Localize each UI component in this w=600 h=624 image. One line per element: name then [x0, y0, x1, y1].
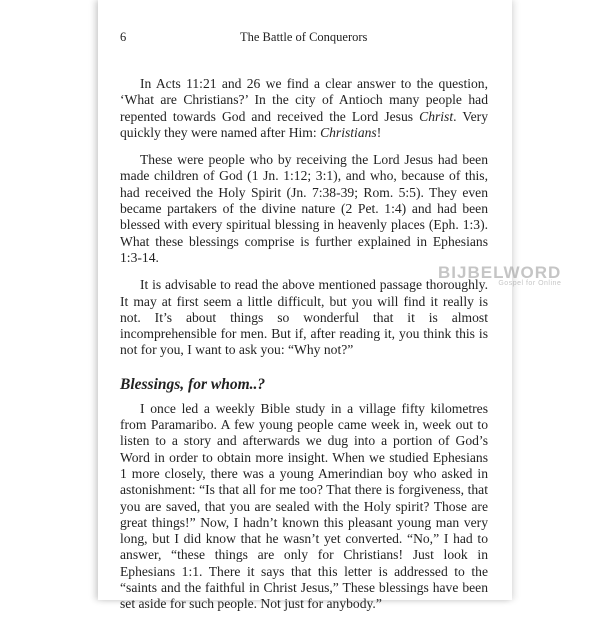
running-title: The Battle of Conquerors [240, 30, 368, 44]
running-header [120, 30, 488, 45]
section-heading: Blessings, for whom..? [120, 375, 266, 393]
paragraph: It is advisable to read the above mentioned passage thoroughly. It may at first seem a little difficult, but you will find it really is not. It’s about things so wonderful that it is almost incomprehensible for men. But if, after reading it, you think this is not for you, I want to ask you: “Why not?” [120, 277, 488, 358]
page-number: 6 [120, 30, 127, 44]
watermark-logo: BIJBELWORD Gospel for Online [438, 263, 562, 287]
paragraph: I once led a weekly Bible study in a village fifty kilometres from Paramaribo. A few young people came week in, week out to listen to a story and afterwards we dug into a portion of God’s Word in order to obtain more insight. When we studied Ephesians 1 more closely, there was a young Amerindian boy who asked in astonishment: “Is that all for me too? That there is forgiveness, that you are saved, that you are sealed with the Holy spirit? Those are great things!” Now, I hadn’t known this pleasant young man very long, but I did know that he wasn’t yet converted. “No,” I had to answer, “these things are only for Christians! Just look in Ephesians 1:1. There it says that this letter is addressed to the “saints and the faithful in Christ Jesus,” These blessings have been set aside for such people. Not just for anybody.” [120, 400, 488, 612]
page-content [120, 30, 488, 624]
paragraph: These were people who by receiving the Lord Jesus had been made children of God (1 Jn. 1:12; 3:1), and who, because of this, had received the Holy Spirit (Jn. 7:38-39; Rom. 5:5). They even became partakers of the divine nature (2 Pet. 1:4) and had been blessed with every spiritual blessing in heavenly places (Eph. 1:3). What these blessings comprise is further explained in Ephesians 1:3-14. [120, 152, 488, 265]
paragraph: In Acts 11:21 and 26 we find a clear answer to the question, ‘What are Christians?’ In the city of Antioch many people had repented towards God and received the Lord Jesus Christ. Very quickly they were named after Him: Christians! [120, 76, 489, 140]
book-page [98, 0, 562, 612]
